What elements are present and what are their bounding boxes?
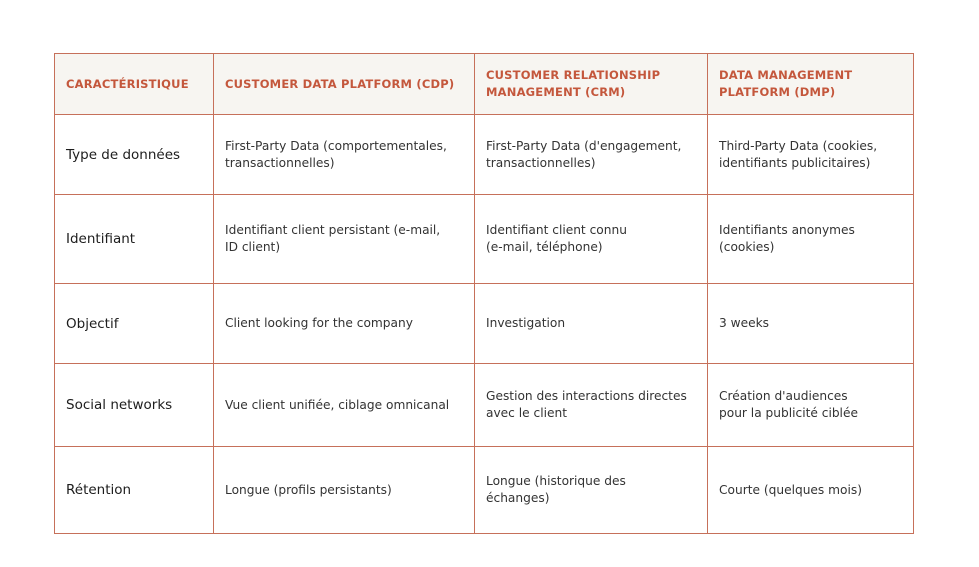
cell-dmp: 3 weeks [708,284,914,364]
row-label: Type de données [55,115,214,195]
table-row [55,364,914,447]
cell-cdp: Client looking for the company [214,284,475,364]
table-header-row [55,54,914,115]
cell-cdp: First-Party Data (comportementales, transactionnelles) [214,115,475,195]
header-dmp: DATA MANAGEMENT PLATFORM (DMP) [708,54,914,115]
cell-dmp: Courte (quelques mois) [708,447,914,534]
cell-cdp: Identifiant client persistant (e-mail, ID client) [214,195,475,284]
cell-dmp: Third-Party Data (cookies, identifiants publicitaires) [708,115,914,195]
header-crm: CUSTOMER RELATIONSHIP MANAGEMENT (CRM) [475,54,708,115]
row-label: Objectif [55,284,214,364]
cell-crm: Longue (historique des échanges) [475,447,708,534]
cell-dmp: Création d'audiences pour la publicité ciblée [708,364,914,447]
cell-crm: Gestion des interactions directes avec le client [475,364,708,447]
row-label: Identifiant [55,195,214,284]
table-row [55,195,914,284]
header-cdp: CUSTOMER DATA PLATFORM (CDP) [214,54,475,115]
cell-cdp: Longue (profils persistants) [214,447,475,534]
table-row [55,284,914,364]
cell-cdp: Vue client unifiée, ciblage omnicanal [214,364,475,447]
row-label: Rétention [55,447,214,534]
table-row [55,115,914,195]
row-label: Social networks [55,364,214,447]
cell-crm: First-Party Data (d'engagement, transactionnelles) [475,115,708,195]
comparison-table [54,53,914,534]
cell-dmp: Identifiants anonymes (cookies) [708,195,914,284]
table-row [55,447,914,534]
cell-crm: Identifiant client connu (e-mail, téléphone) [475,195,708,284]
cell-crm: Investigation [475,284,708,364]
header-characteristic: CARACTÉRISTIQUE [55,54,214,115]
